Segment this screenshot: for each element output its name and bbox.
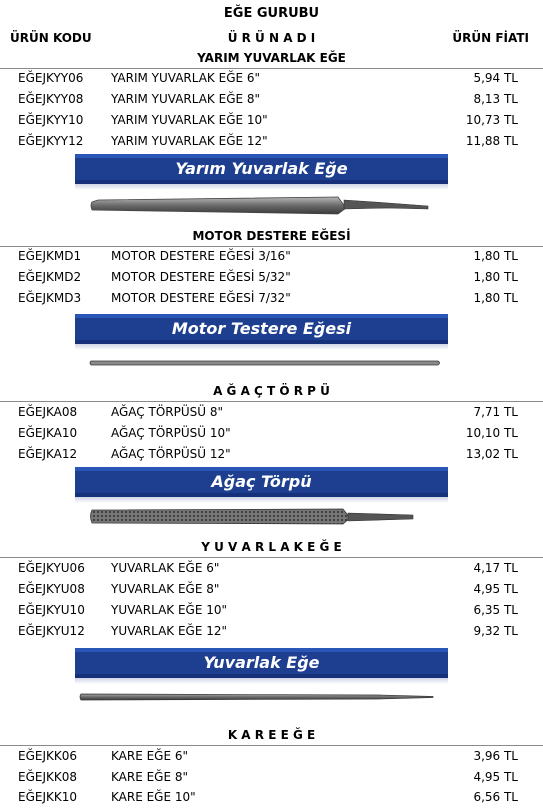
table-row (0, 787, 543, 808)
section-title-agac-torpu: A Ğ A Ç T Ö R P Ü (213, 384, 330, 398)
product-code: EĞEJKYY08 (18, 92, 84, 106)
product-name: YUVARLAK EĞE 8" (111, 582, 220, 596)
product-name: AĞAÇ TÖRPÜSÜ 10" (111, 426, 231, 440)
product-price: 4,17 TL (473, 561, 518, 575)
table-row (0, 767, 543, 788)
table-row (0, 89, 543, 110)
product-banner (75, 467, 448, 497)
product-code: EĞEJKYY12 (18, 134, 84, 148)
product-name: MOTOR DESTERE EĞESİ 3/16" (111, 249, 291, 263)
product-price: 8,13 TL (473, 92, 518, 106)
table-row (0, 267, 543, 288)
product-price: 4,95 TL (473, 770, 518, 784)
banner-label: Yuvarlak Eğe (203, 653, 320, 672)
section-title-yuvarlak-ege: Y U V A R L A K E Ğ E (201, 540, 342, 554)
column-header-code: ÜRÜN KODU (10, 31, 92, 45)
table-row (0, 423, 543, 444)
wood-rasp-image (88, 502, 418, 530)
product-code: EĞEJKYY10 (18, 113, 84, 127)
table-row (0, 131, 543, 152)
product-price: 11,88 TL (465, 134, 518, 148)
product-name: YARIM YUVARLAK EĞE 6" (111, 71, 261, 85)
table-row (0, 600, 543, 621)
product-name: YARIM YUVARLAK EĞE 8" (111, 92, 261, 106)
product-code: EĞEJKYU06 (18, 561, 85, 575)
product-price: 6,35 TL (473, 603, 518, 617)
product-name: KARE EĞE 6" (111, 749, 189, 763)
product-name: AĞAÇ TÖRPÜSÜ 12" (111, 447, 231, 461)
product-code: EĞEJKYU12 (18, 624, 85, 638)
product-name: YUVARLAK EĞE 6" (111, 561, 220, 575)
table-row (0, 68, 543, 89)
product-name: MOTOR DESTERE EĞESİ 5/32" (111, 270, 291, 284)
table-row (0, 246, 543, 267)
banner-shadow (75, 344, 448, 350)
table-row (0, 402, 543, 423)
table-row (0, 579, 543, 600)
column-header-price: ÜRÜN FİATI (452, 31, 529, 45)
column-header-name: Ü R Ü N A D I (227, 31, 316, 45)
section-title-motor-destere: MOTOR DESTERE EĞESİ (192, 229, 351, 243)
table-row (0, 621, 543, 642)
table-row (0, 110, 543, 131)
product-code: EĞEJKK08 (18, 770, 78, 784)
product-code: EĞEJKMD1 (18, 249, 82, 263)
product-code: EĞEJKMD3 (18, 291, 82, 305)
product-banner (75, 154, 448, 184)
section-title-kare-ege: K A R E E Ğ E (227, 728, 316, 742)
product-price: 7,71 TL (473, 405, 518, 419)
banner-label: Ağaç Törpü (211, 472, 312, 491)
product-price: 1,80 TL (473, 249, 518, 263)
product-price: 6,56 TL (473, 790, 518, 804)
product-code: EĞEJKYU08 (18, 582, 85, 596)
product-price: 9,32 TL (473, 624, 518, 638)
section-title-yarim-yuvarlak: YARIM YUVARLAK EĞE (197, 51, 346, 65)
chainsaw-file-image (88, 356, 443, 370)
product-price: 1,80 TL (473, 270, 518, 284)
product-name: KARE EĞE 8" (111, 770, 189, 784)
product-code: EĞEJKA08 (18, 405, 78, 419)
product-name: YARIM YUVARLAK EĞE 12" (111, 134, 268, 148)
banner-label: Yarım Yuvarlak Eğe (175, 159, 348, 178)
product-code: EĞEJKMD2 (18, 270, 82, 284)
page-title: EĞE GURUBU (223, 6, 320, 21)
product-code: EĞEJKK10 (18, 790, 78, 804)
product-price: 5,94 TL (473, 71, 518, 85)
product-code: EĞEJKK06 (18, 749, 78, 763)
product-name: YUVARLAK EĞE 12" (111, 624, 228, 638)
product-price: 4,95 TL (473, 582, 518, 596)
table-row (0, 444, 543, 465)
round-file-image (78, 688, 438, 706)
table-row (0, 746, 543, 767)
product-name: YARIM YUVARLAK EĞE 10" (111, 113, 268, 127)
product-price: 1,80 TL (473, 291, 518, 305)
banner-label: Motor Testere Eğesi (171, 319, 352, 338)
half-round-file-image (88, 190, 433, 220)
product-banner (75, 648, 448, 678)
product-banner (75, 314, 448, 344)
product-price: 3,96 TL (473, 749, 518, 763)
banner-shadow (75, 678, 448, 684)
product-price: 10,73 TL (465, 113, 518, 127)
product-price: 13,02 TL (465, 447, 518, 461)
product-name: YUVARLAK EĞE 10" (111, 603, 228, 617)
product-name: MOTOR DESTERE EĞESİ 7/32" (111, 291, 291, 305)
product-price: 10,10 TL (465, 426, 518, 440)
product-name: AĞAÇ TÖRPÜSÜ 8" (111, 405, 223, 419)
table-row (0, 558, 543, 579)
product-name: KARE EĞE 10" (111, 790, 196, 804)
product-code: EĞEJKYY06 (18, 71, 84, 85)
product-code: EĞEJKA10 (18, 426, 78, 440)
table-row (0, 288, 543, 309)
product-code: EĞEJKYU10 (18, 603, 85, 617)
product-code: EĞEJKA12 (18, 447, 78, 461)
